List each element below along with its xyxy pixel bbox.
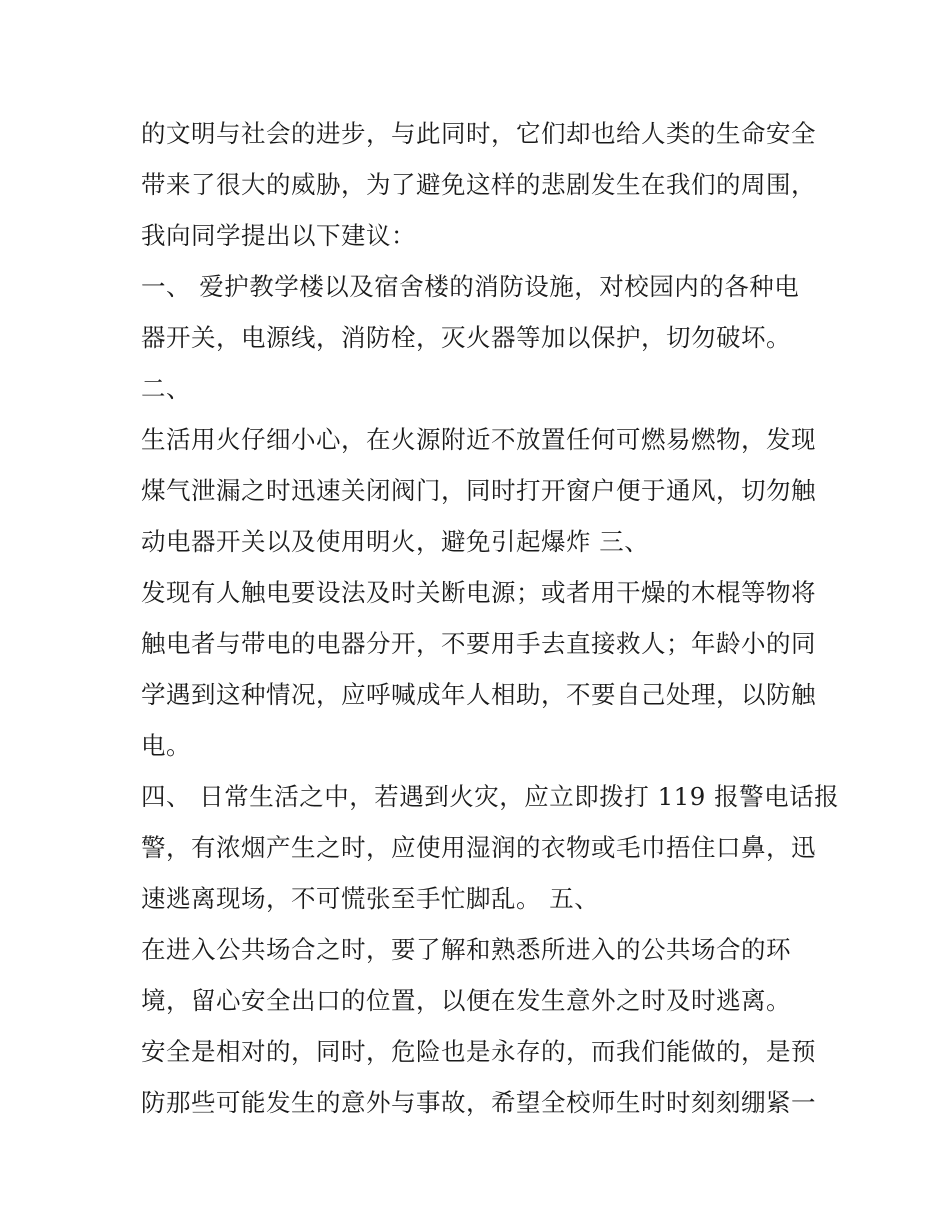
text-line-1: 的文明与社会的进步，与此同时，它们却也给人类的生命安全 [141,119,816,148]
text-line-8: 煤气泄漏之时迅速关闭阀门，同时打开窗户便于通风，切勿触 [141,476,816,505]
text-line-16: 速逃离现场，不可慌张至手忙脚乱。 五、 [141,884,600,913]
text-line-11: 触电者与带电的电器分开，不要用手去直接救人；年龄小的同 [141,629,816,658]
text-line-14: 四、 日常生活之中，若遇到火灾，应立即拨打 119 报警电话报 [141,782,840,811]
text-line-18: 境，留心安全出口的位置，以便在发生意外之时及时逃离。 [141,986,791,1015]
text-line-20: 防那些可能发生的意外与事故，希望全校师生时时刻刻绷紧一 [141,1088,816,1117]
text-line-3: 我向同学提出以下建议： [141,221,416,250]
text-line-12: 学遇到这种情况，应呼喊成年人相助，不要自己处理，以防触 [141,680,816,709]
text-line-13: 电。 [141,731,191,760]
text-line-9: 动电器开关以及使用明火，避免引起爆炸 三、 [141,527,650,556]
text-line-5: 器开关，电源线，消防栓，灭火器等加以保护，切勿破坏。 [141,323,791,352]
text-line-6: 二、 [141,374,191,403]
text-line-4: 一、 爱护教学楼以及宿舍楼的消防设施，对校园内的各种电 [141,272,800,301]
text-line-19: 安全是相对的，同时，危险也是永存的，而我们能做的，是预 [141,1037,816,1066]
text-line-15: 警，有浓烟产生之时，应使用湿润的衣物或毛巾捂住口鼻，迅 [141,833,816,862]
text-line-2: 带来了很大的威胁，为了避免这样的悲剧发生在我们的周围， [141,170,816,199]
document-body [141,108,840,1128]
text-line-17: 在进入公共场合之时，要了解和熟悉所进入的公共场合的环 [141,935,791,964]
text-line-7: 生活用火仔细小心，在火源附近不放置任何可燃易燃物，发现 [141,425,816,454]
text-line-10: 发现有人触电要设法及时关断电源；或者用干燥的木棍等物将 [141,578,816,607]
